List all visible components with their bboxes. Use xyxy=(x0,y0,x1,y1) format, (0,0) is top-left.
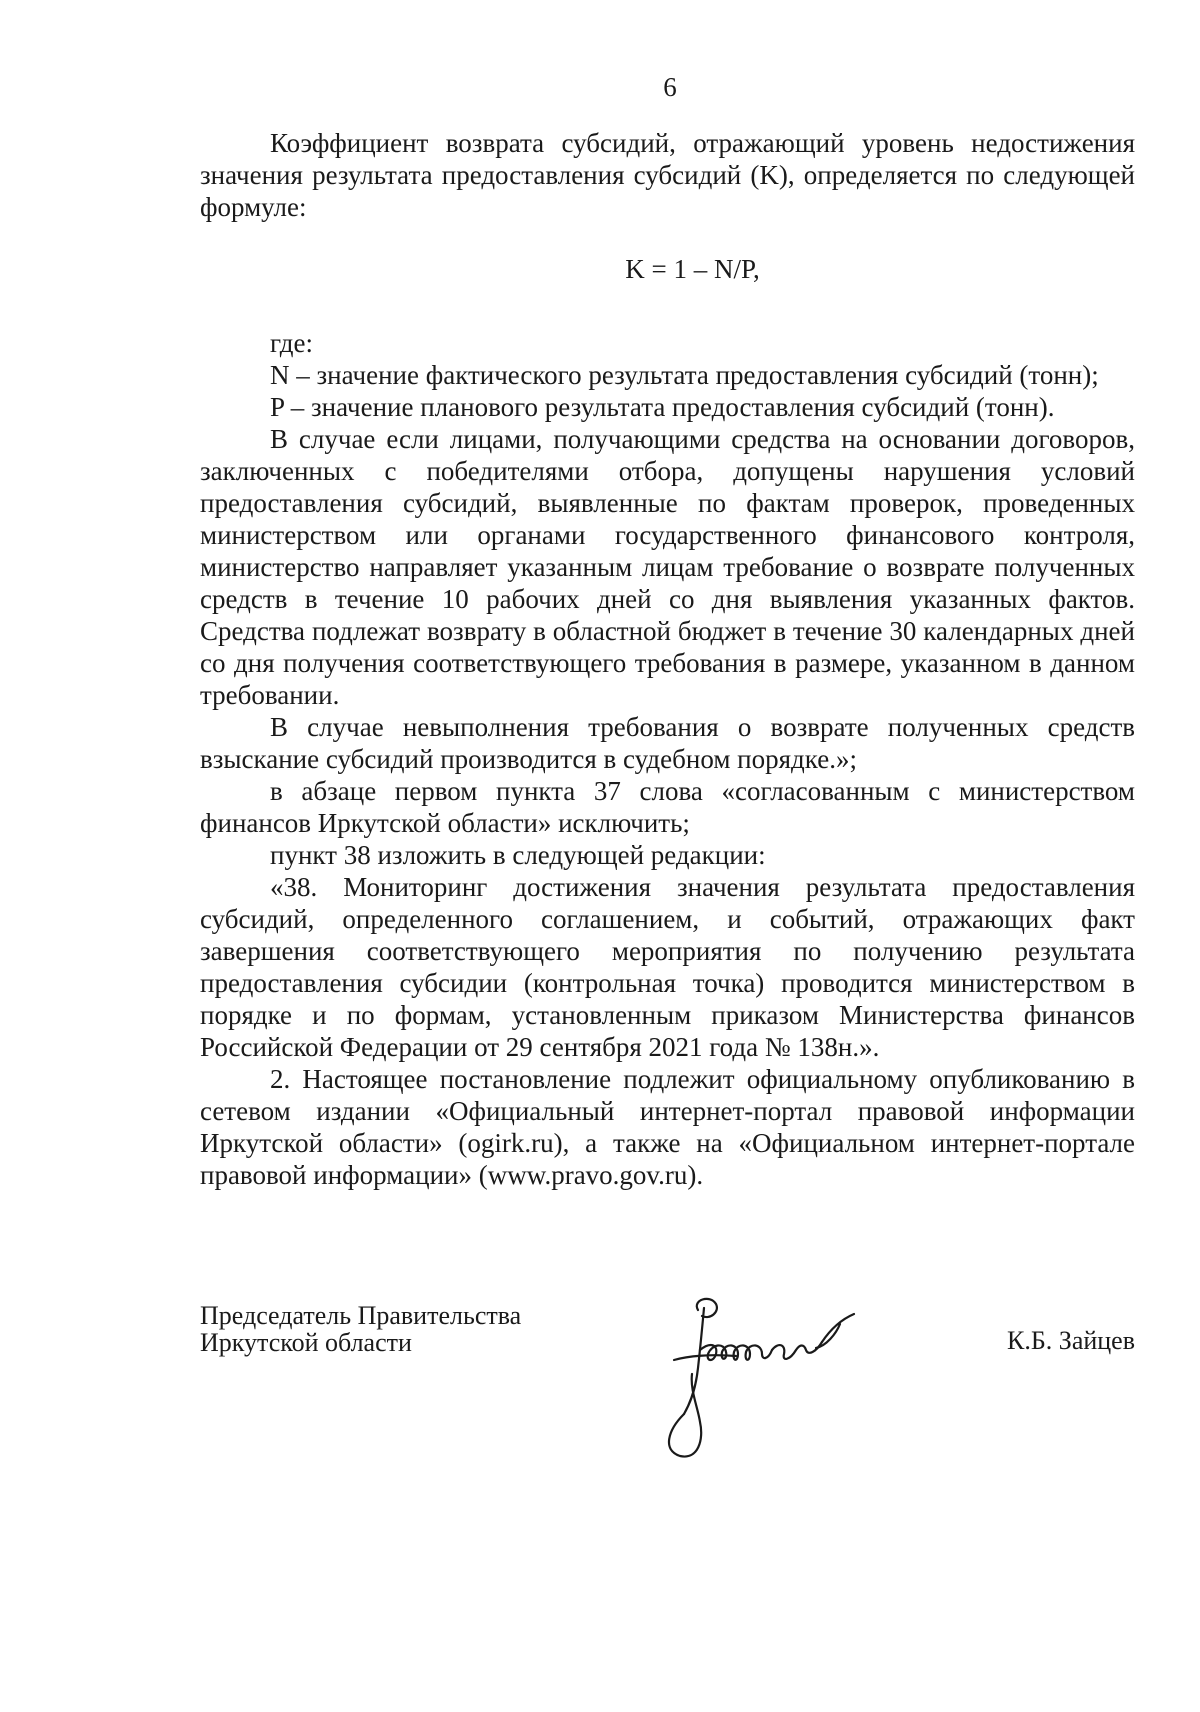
paragraph-item-38-text: «38. Мониторинг достижения значения результата предоставления субсидий, определенного соглашением, и событий, отражающих факт завершения соответствующего мероприятия по получению результата предоставления субсидии (контрольная точка) проводится министерством в порядке и по формам, установленным приказом Министерства финансов Российской Федерации от 29 сентября 2021 года № 138н.». xyxy=(200,872,1135,1062)
formula: K = 1 – N/P, xyxy=(625,254,760,284)
document-body xyxy=(200,127,1135,1191)
signature-block xyxy=(200,1302,1135,1502)
paragraph-p-definition: P – значение планового результата предоставления субсидий (тонн). xyxy=(270,392,1055,422)
signer-name: К.Б. Зайцев xyxy=(1007,1326,1135,1355)
paragraph-where: где: xyxy=(270,328,313,358)
paragraph-coefficient-intro: Коэффициент возврата субсидий, отражающий уровень недостижения значения результата предоставления субсидий (K), определяется по следующей формуле: xyxy=(200,128,1135,222)
signer-title-line2: Иркутской области xyxy=(200,1328,412,1357)
page-number: 6 xyxy=(663,72,677,102)
paragraph-publication: 2. Настоящее постановление подлежит официальному опубликованию в сетевом издании «Официальный интернет-портал правовой информации Иркутской области» (ogirk.ru), а также на «Официальном интернет-портале правовой информации» (www.pravo.gov.ru). xyxy=(200,1064,1135,1190)
handwritten-signature xyxy=(640,1290,870,1460)
paragraph-n-definition: N – значение фактического результата предоставления субсидий (тонн); xyxy=(270,360,1099,390)
paragraph-item-37: в абзаце первом пункта 37 слова «согласованным с министерством финансов Иркутской области» исключить; xyxy=(200,776,1135,838)
paragraph-court-recovery: В случае невыполнения требования о возврате полученных средств взыскание субсидий производится в судебном порядке.»; xyxy=(200,712,1135,774)
signer-title xyxy=(200,1302,521,1356)
paragraph-violations: В случае если лицами, получающими средства на основании договоров, заключенных с победителями отбора, допущены нарушения условий предоставления субсидий, выявленные по фактам проверок, проведенных министерством или органами государственного финансового контроля, министерство направляет указанным лицам требование о возврате полученных средств в течение 10 рабочих дней со дня выявления указанных фактов. Средства подлежат возврату в областной бюджет в течение 30 календарных дней со дня получения соответствующего требования в размере, указанном в данном требовании. xyxy=(200,424,1135,710)
paragraph-item-38-intro: пункт 38 изложить в следующей редакции: xyxy=(270,840,766,870)
signer-title-line1: Председатель Правительства xyxy=(200,1301,522,1330)
